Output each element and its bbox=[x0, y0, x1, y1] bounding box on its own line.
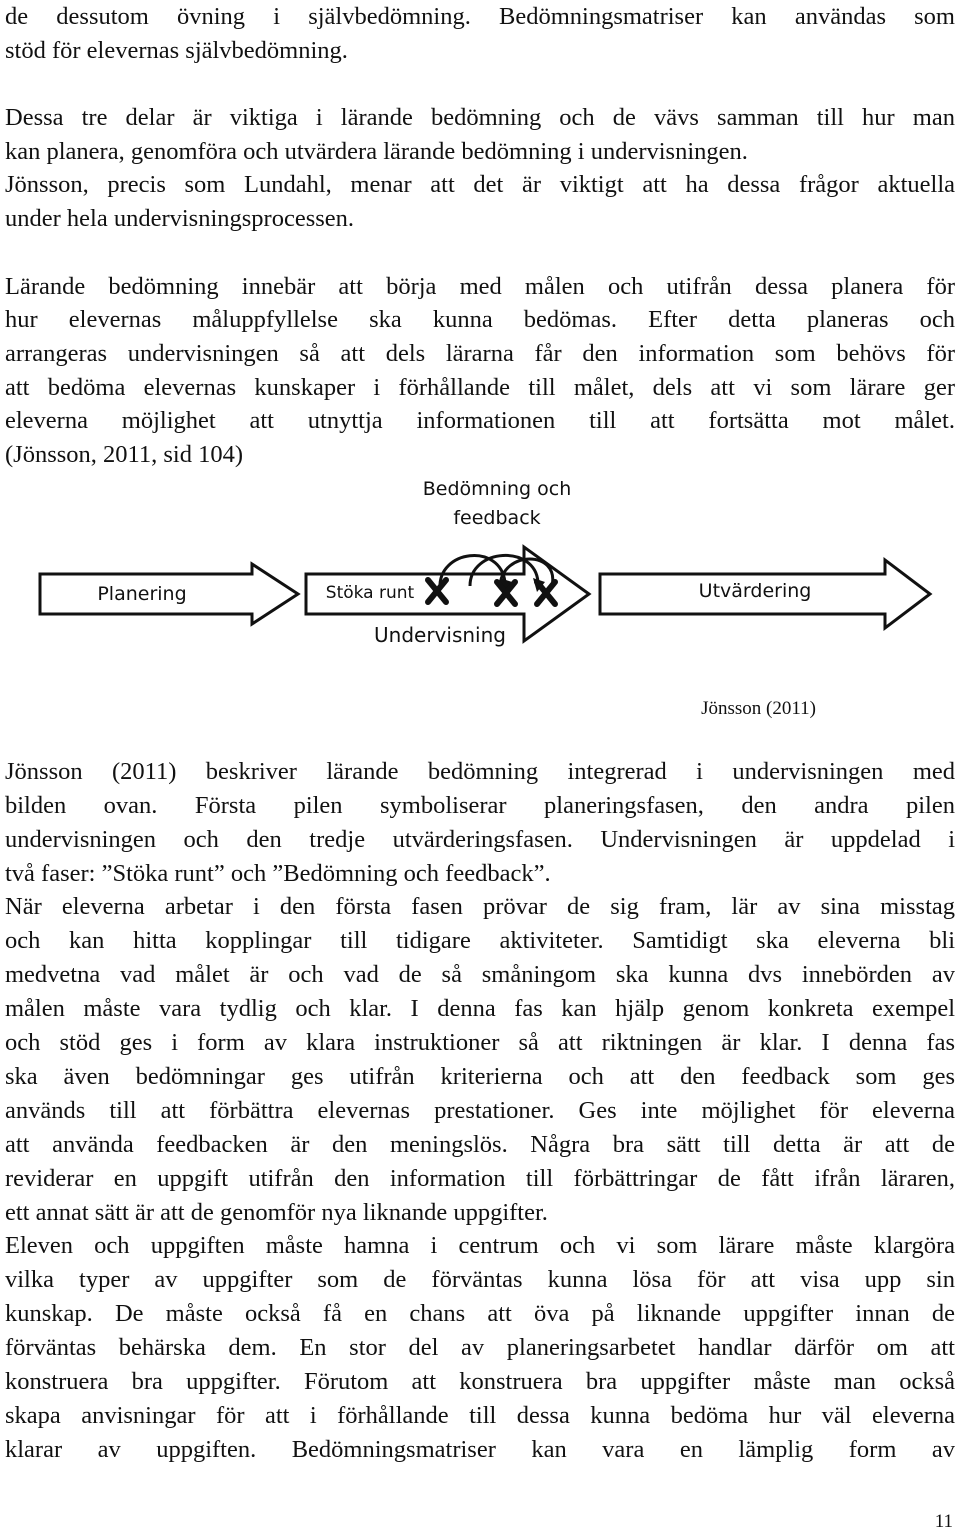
text-line: Jönsson, precis som Lundahl, menar att det är viktigt att ha dessa frågor aktuella bbox=[5, 171, 955, 198]
text-line: eleverna möjlighet att utnyttja informationen till att fortsätta mot målet. bbox=[5, 407, 955, 434]
figure-feedback-label-line1: Bedömning och bbox=[422, 478, 572, 500]
text-line: undervisningen och den tredje utvärderingsfasen. Undervisningen är uppdelad i bbox=[5, 826, 955, 853]
text-line: under hela undervisningsprocessen. bbox=[5, 205, 355, 232]
text-line: medvetna vad målet är och vad de så småningom ska kunna dvs innebörden av bbox=[5, 961, 955, 988]
text-line: Dessa tre delar är viktiga i lärande bedömning och de vävs samman till hur man bbox=[5, 104, 955, 131]
text-line: två faser: ”Stöka runt” och ”Bedömning och feedback”. bbox=[5, 860, 551, 887]
text-line: de dessutom övning i självbedömning. Bedömningsmatriser kan användas som bbox=[5, 3, 955, 30]
text-line: ska även bedömningar ges utifrån kriterierna och att den feedback som ges bbox=[5, 1063, 955, 1090]
teaching-label: Undervisning bbox=[374, 623, 506, 647]
evaluation-label: Utvärdering bbox=[698, 580, 812, 602]
text-line: och stöd ges i form av klara instruktioner så att riktningen är klar. I denna fas bbox=[5, 1029, 955, 1056]
text-line: Eleven och uppgiften måste hamna i centrum och vi som lärare måste klargöra bbox=[5, 1232, 955, 1259]
text-line: När eleverna arbetar i den första fasen prövar de sig fram, lär av sina misstag bbox=[5, 893, 955, 920]
figure-feedback-label-line2: feedback bbox=[453, 507, 541, 529]
text-line: arrangeras undervisningen så att dels lärarna får den information som behövs för bbox=[5, 340, 955, 367]
text-line: kunskap. De måste också få en chans att öva på liknande uppgifter innan de bbox=[5, 1300, 955, 1327]
text-line: klarar av uppgiften. Bedömningsmatriser kan vara en lämplig form av bbox=[5, 1436, 955, 1463]
text-line: att använda feedbacken är den meningslös. Några bra sätt till detta är att de bbox=[5, 1131, 955, 1158]
text-line: ett annat sätt är att de genomför nya liknande uppgifter. bbox=[5, 1199, 548, 1226]
text-line: skapa anvisningar för att i förhållande till dessa kunna bedöma hur väl eleverna bbox=[5, 1402, 955, 1429]
text-line: används till att förbättra elevernas prestationer. Ges inte möjlighet för eleverna bbox=[5, 1097, 955, 1124]
planning-label: Planering bbox=[97, 583, 187, 605]
text-line: kan planera, genomföra och utvärdera lärande bedömning i undervisningen. bbox=[5, 138, 748, 165]
page-number: 11 bbox=[934, 1511, 953, 1532]
text-line: reviderar en uppgift utifrån den information till förbättringar de fått ifrån läraren, bbox=[5, 1165, 955, 1192]
text-line: (Jönsson, 2011, sid 104) bbox=[5, 441, 243, 468]
text-line: målen måste vara tydlig och klar. I denna fas kan hjälp genom konkreta exempel bbox=[5, 995, 955, 1022]
text-line: bilden ovan. Första pilen symboliserar planeringsfasen, den andra pilen bbox=[5, 792, 955, 819]
text-line: att bedöma elevernas kunskaper i förhållande till målet, dels att vi som lärare ger bbox=[5, 374, 955, 401]
text-line: stöd för elevernas självbedömning. bbox=[5, 37, 348, 64]
text-line: Lärande bedömning innebär att börja med målen och utifrån dessa planera för bbox=[5, 273, 955, 300]
text-line: förväntas behärska dem. En stor del av planeringsarbetet handlar därför om att bbox=[5, 1334, 955, 1361]
text-line: konstruera bra uppgifter. Förutom att konstruera bra uppgifter måste man också bbox=[5, 1368, 955, 1395]
text-line: hur elevernas måluppfyllelse ska kunna bedömas. Efter detta planeras och bbox=[5, 306, 955, 333]
figure-caption: Jönsson (2011) bbox=[701, 698, 816, 719]
text-line: och kan hitta kopplingar till tidigare aktiviteter. Samtidigt ska eleverna bli bbox=[5, 927, 955, 954]
text-line: vilka typer av uppgifter som de förväntas kunna lösa för att visa upp sin bbox=[5, 1266, 955, 1293]
teaching-process-diagram bbox=[0, 470, 960, 670]
mess-around-label: Stöka runt bbox=[325, 583, 415, 603]
text-line: Jönsson (2011) beskriver lärande bedömning integrerad i undervisningen med bbox=[5, 758, 955, 785]
